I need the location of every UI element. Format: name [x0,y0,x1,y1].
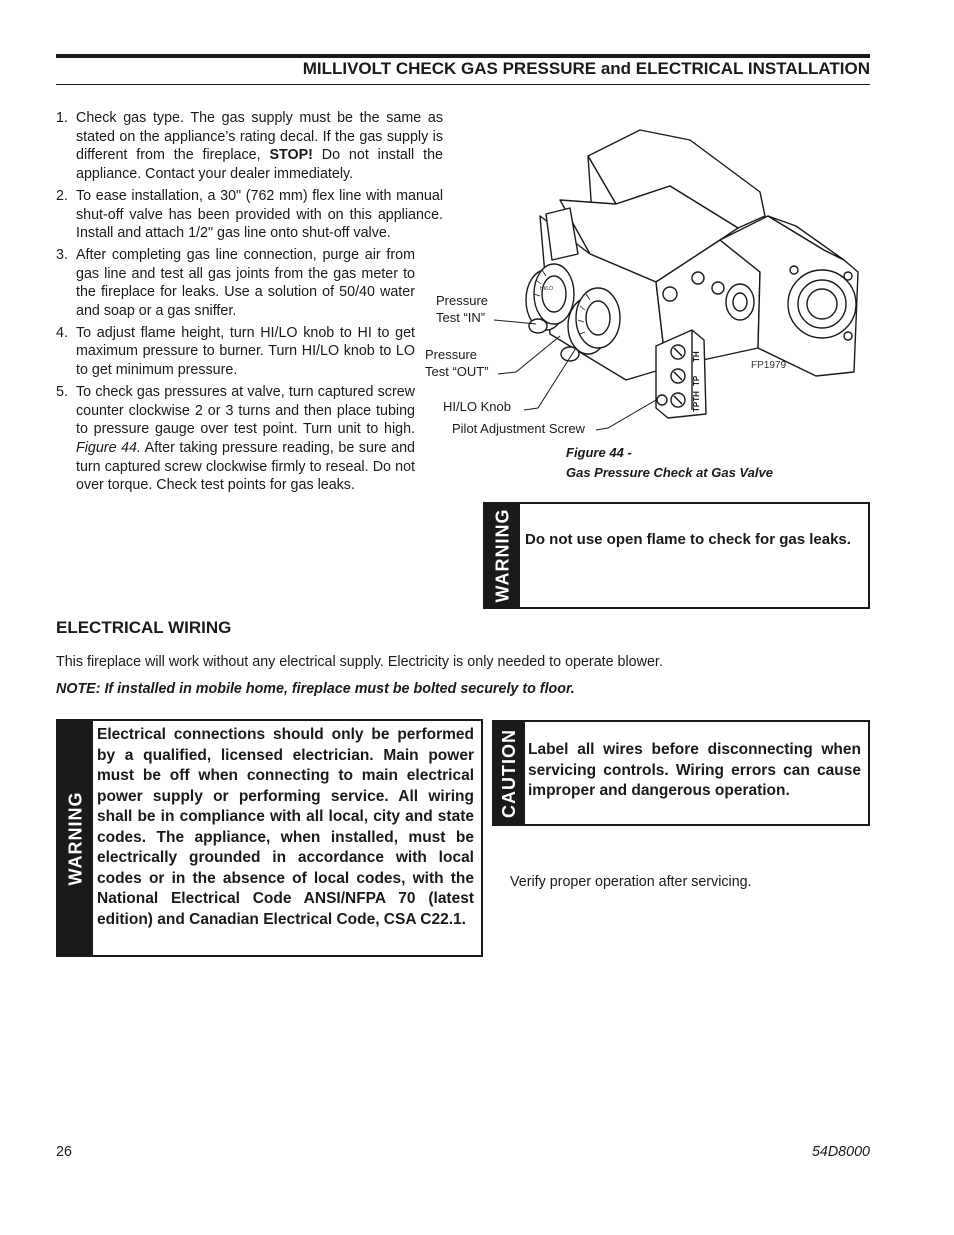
list-item [56,246,415,321]
step-number: 1. [56,110,68,126]
electrical-intro: This fireplace will work without any electrical supply. Electricity is only needed to operate blower. [56,654,663,670]
figure-caption: Figure 44 - Gas Pressure Check at Gas Valve [566,445,773,480]
caution-label-bar [494,722,525,824]
terminal-tp-label: TP [692,375,701,386]
figure-code: FP1979 [751,360,787,371]
terminal-tpth-label: TPTH [692,391,701,412]
terminal-th-label: TH [692,351,701,362]
mobile-home-note: NOTE: If installed in mobile home, fireplace must be bolted securely to floor. [56,681,575,697]
warning-text: Do not use open flame to check for gas leaks. [525,531,851,548]
warning-label: WARNING [492,508,512,603]
list-item [56,383,415,495]
header-rule-bottom [56,84,870,85]
step-number: 3. [56,246,68,263]
list-item [56,109,443,184]
step-number: 2. [56,187,68,204]
warning-label-bar [485,504,520,607]
page-title: MILLIVOLT CHECK GAS PRESSURE and ELECTRICAL INSTALLATION [302,59,870,78]
warning-label-bar [58,721,93,955]
electrical-warning-box [56,719,483,957]
callout-pressure-in: Pressure Test “IN” [436,293,489,325]
list-item [56,187,443,243]
step-number: 5. [56,383,68,400]
caution-box [492,720,870,826]
caution-label: CAUTION [499,728,519,818]
step-text: To ease installation, a 30" (762 mm) flex line with manual shut-off valve has been provided with on this appliance. Install and attach 1/2" gas line onto shut-off valve. [76,187,443,242]
callout-pressure-out: Pressure Test “OUT” [425,347,489,379]
list-item [56,324,415,380]
header-rule-top [56,54,870,58]
warning-text: Electrical connections should only be performed by a qualified, licensed electrician. Main power must be off when connecting to main electrical power supply or performing service. All wiring shall be in compliance with all local, city and state codes. The appliance, when installed, must be electrically grounded in accordance with local codes or in the absence of local codes, with the National Electrical Code ANSI/NFPA 70 (latest edition) and Canadian Electrical Code, CSA C22.1. [97,726,474,928]
document-number: 54D8000 [811,1144,870,1160]
instruction-list [56,109,443,498]
verify-text: Verify proper operation after servicing. [510,874,752,890]
gas-leak-warning-box [483,502,870,609]
step-number: 4. [56,324,68,341]
step-text: After completing gas line connection, purge air from gas line and test all gas joints from the gas meter to the fireplace for leaks. Use a solution of 50/40 water and soap or a gas sniffer. [76,246,415,320]
caution-text: Label all wires before disconnecting when servicing controls. Wiring errors can cause improper and dangerous operation. [528,741,861,799]
gas-valve-figure [420,104,870,444]
knob-marking: HI/LO [540,286,554,292]
step-text: Check gas type. The gas supply must be the same as stated on the appliance’s rating decal. If the gas supply is different from the fireplace, STOP! Do not install the appliance. Contact your dealer immediately. [76,110,443,183]
section-heading: ELECTRICAL WIRING [56,618,232,637]
callout-hilo-knob: HI/LO Knob [443,399,511,414]
callout-pilot-screw: Pilot Adjustment Screw [452,421,585,436]
page-number: 26 [56,1144,72,1160]
step-text: To check gas pressures at valve, turn captured screw counter clockwise 2 or 3 turns and then place tubing to pressure gauge over test point. Turn unit to high. Figure 44. After taking pressure reading, be sure and turn captured screw clockwise firmly to reseal. Do not over torque. Check test points for gas leaks. [76,383,415,494]
step-text: To adjust flame height, turn HI/LO knob to HI to get maximum pressure to burner. Turn HI/LO knob to LO to get minimum pressure. [76,324,415,379]
gas-valve-illustration [420,104,870,444]
warning-label: WARNING [65,791,85,885]
